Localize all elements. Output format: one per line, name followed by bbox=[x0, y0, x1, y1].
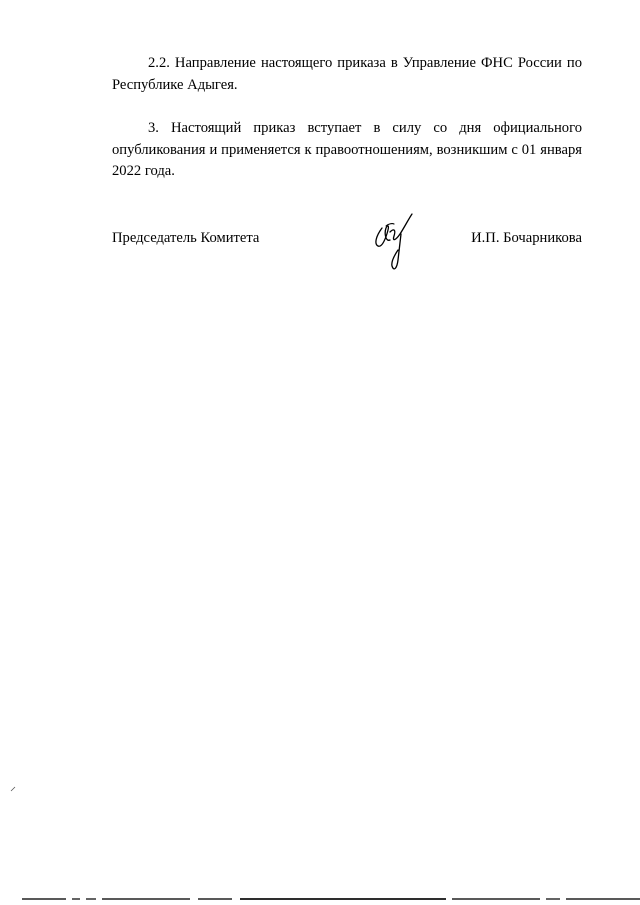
paragraph-2-2: 2.2. Направление настоящего приказа в Управление ФНС России по Республике Адыгея. bbox=[112, 55, 582, 93]
handwritten-signature bbox=[368, 210, 428, 290]
signature-block bbox=[112, 228, 582, 288]
bottom-scan-border bbox=[0, 893, 640, 905]
signatory-name: И.П. Бочарникова bbox=[471, 230, 582, 246]
paragraph-3: 3. Настоящий приказ вступает в силу со дня официального опубликования и применяется к правоотношениям, возникшим с 01 января 2022 года. bbox=[112, 120, 582, 179]
signatory-title: Председатель Комитета bbox=[112, 230, 260, 246]
scan-speck bbox=[10, 786, 16, 792]
